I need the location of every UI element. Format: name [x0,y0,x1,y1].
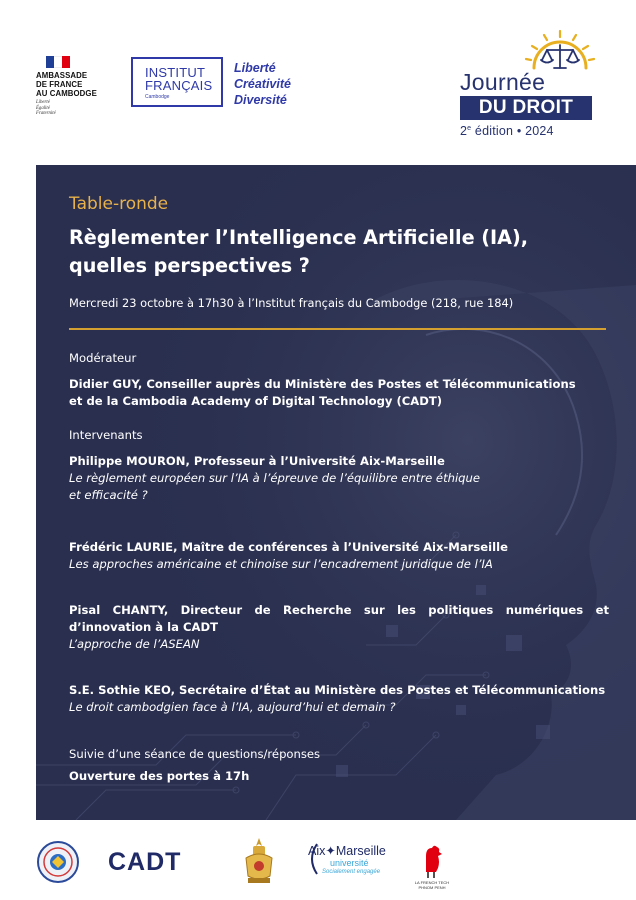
institut-motto [234,60,291,108]
event-category: Table-ronde [69,194,169,214]
edition-rest: édition • 2024 [471,124,554,138]
amu-name-a: Aix [308,844,326,858]
amu-name [308,844,404,858]
event-title [69,224,609,280]
gold-divider [69,328,606,330]
institut-francais-logo [131,57,223,107]
republic-motto [36,100,126,117]
motto-liberte: Liberté [36,100,50,105]
edition-suffix: e [467,124,472,132]
institut-subtitle: Cambodge [145,94,170,100]
speaker-2-topic: Les approches américaine et chinoise sur l’encadrement juridique de l’IA [69,557,493,571]
ambassade-logo [36,56,126,117]
speakers-label: Intervenants [69,428,143,442]
scales-of-justice-icon [522,28,596,72]
motto-line-diversite: Diversité [234,93,287,107]
event-panel [36,165,636,820]
partner-logos [0,820,636,900]
edition-number: 2 [460,124,468,138]
institut-line-1: INSTITUT [145,65,206,80]
speaker-4-topic: Le droit cambodgien face à l’IA, aujourd’hui et demain ? [69,700,396,714]
institut-line-2: FRANÇAIS [145,78,213,93]
ministry-seal-icon [36,840,80,884]
speaker-1-topic-line-1: Le règlement européen sur l’IA à l’épreuve de l’équilibre entre éthique [69,471,481,485]
ambassade-line-1: AMBASSADE [36,71,88,80]
motto-egalite: Égalité [36,105,50,111]
speaker-4-name: S.E. Sothie KEO, Secrétaire d’État au Ministère des Postes et Télécommunications [69,683,606,697]
event-title-line-2: quelles perspectives ? [69,254,310,277]
moderator-label: Modérateur [69,351,137,365]
moderator-line-2: et de la Cambodia Academy of Digital Technology (CADT) [69,394,443,408]
french-flag-icon [46,56,70,68]
doors-open-text: Ouverture des portes à 17h [69,769,250,783]
event-title-line-1: Règlementer l’Intelligence Artificielle (IA), [69,226,529,249]
amu-name-b: Marseille [335,844,386,858]
amu-tagline: Socialement engagée [322,869,381,875]
speaker-1 [69,453,609,504]
french-tech-caption: LA FRENCH TECH PHNOM PENH [414,880,450,890]
speaker-3 [69,602,609,653]
speaker-2-name: Frédéric LAURIE, Maître de conférences à l’Université Aix-Marseille [69,540,508,554]
journee-edition [460,124,600,138]
speaker-1-name: Philippe MOURON, Professeur à l’Université Aix-Marseille [69,454,445,468]
royal-emblem-icon [242,836,276,886]
ambassade-line-3: AU CAMBODGE [36,89,97,98]
speaker-4 [69,682,609,716]
journee-du-droit-logo [452,28,602,148]
aix-marseille-universite-logo [308,844,404,876]
followup-text: Suivie d’une séance de questions/réponses [69,747,321,761]
speaker-2 [69,539,609,573]
speaker-1-topic-line-2: et efficacité ? [69,488,148,502]
speaker-3-name: Pisal CHANTY, Directeur de Recherche sur les politiques numériques et d’innovation à la CADT [69,603,609,634]
event-date: Mercredi 23 octobre à 17h30 à l’Institut français du Cambodge (218, rue 184) [69,296,514,310]
ambassade-line-2: DE FRANCE [36,80,83,89]
amu-universite: université [330,858,369,868]
amu-star-icon: ✦ [325,844,336,858]
motto-line-creativite: Créativité [234,77,291,91]
speaker-3-topic: L’approche de l’ASEAN [69,637,200,651]
motto-line-liberte: Liberté [234,61,276,75]
cadt-logo: CADT [108,848,182,876]
motto-fraternite: Fraternité [36,111,56,117]
journee-band: DU DROIT [460,96,592,120]
poster-header [0,0,636,165]
institut-francais-wordmark [145,66,212,92]
moderator-line-1: Didier GUY, Conseiller auprès du Ministère des Postes et Télécommunications [69,377,576,391]
moderator-name [69,376,609,410]
journee-title: Journée [460,69,546,95]
french-tech-rooster-icon [420,842,444,880]
